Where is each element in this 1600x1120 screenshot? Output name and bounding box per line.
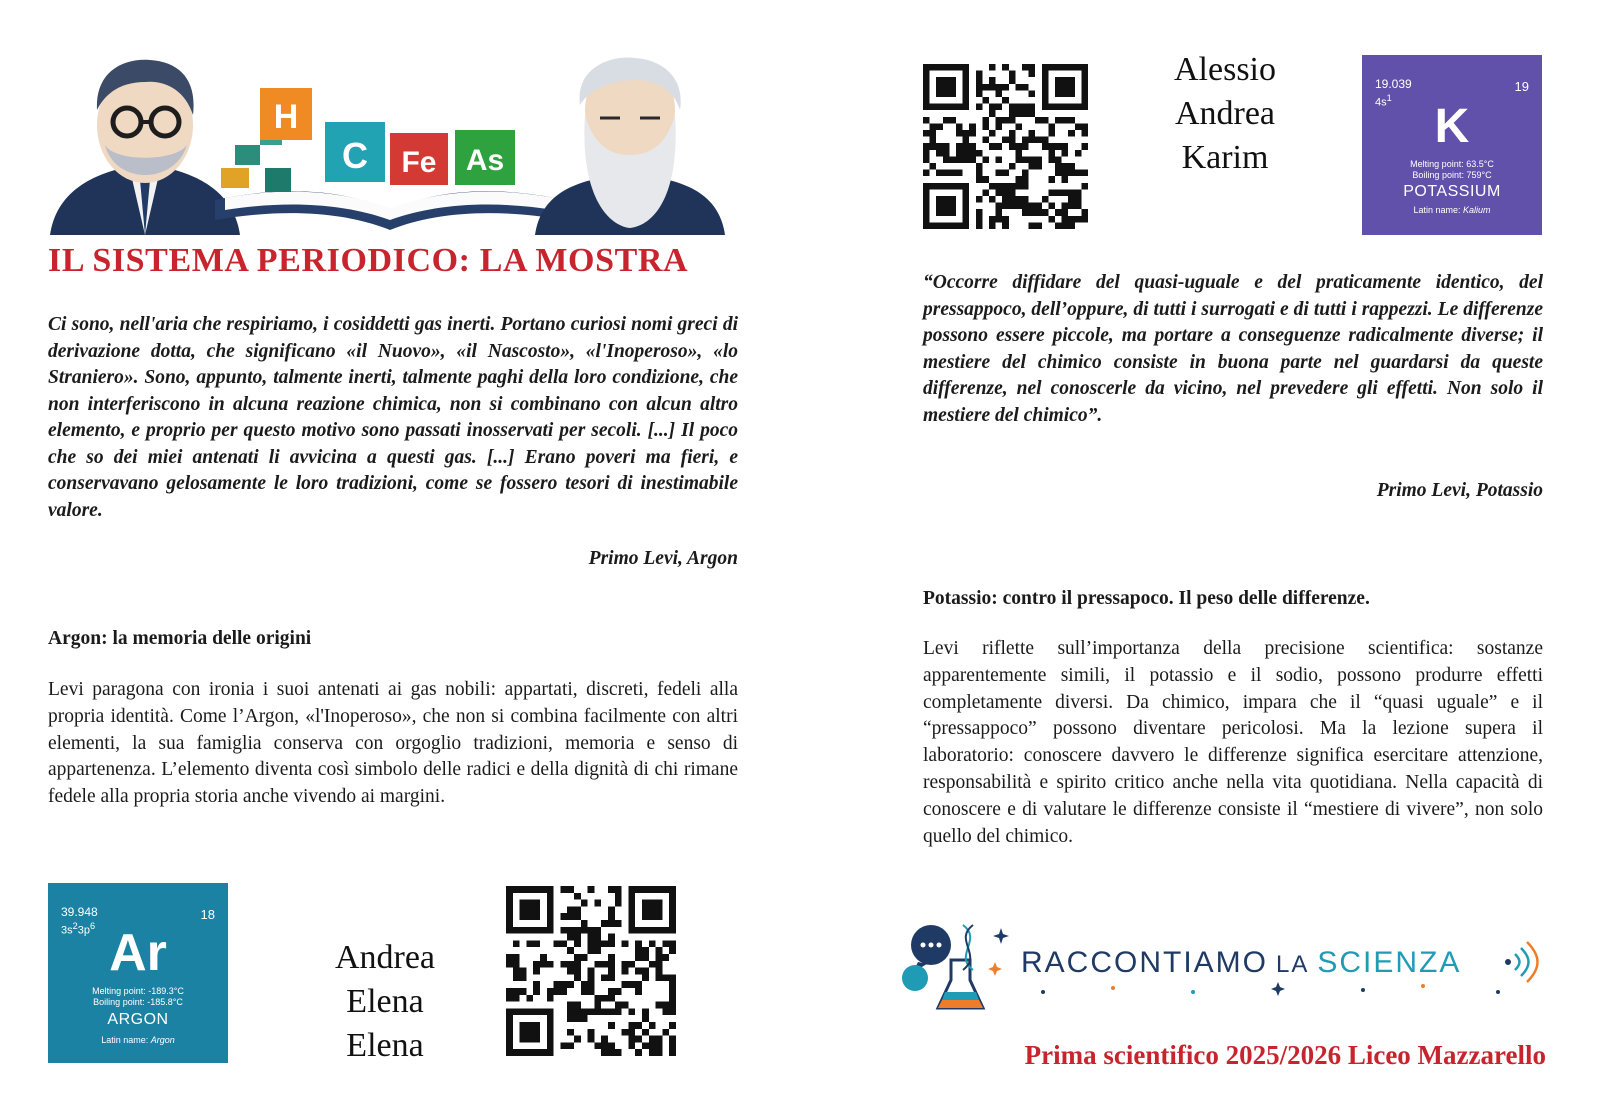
argon-atomic-mass: 39.948 [61, 905, 98, 919]
potassio-section-title: Potassio: contro il pressapoco. Il peso delle differenze. [923, 588, 1370, 609]
logo-tile-h [260, 88, 312, 140]
logo-tile-as-label: As [465, 144, 505, 177]
potassio-student-names [1140, 48, 1310, 180]
argon-section-title: Argon: la memoria delle origini [48, 628, 312, 649]
argon-quote: Ci sono, nell'aria che respiriamo, i cosiddetti gas inerti. Portano curiosi nomi greci di derivazione dotta, che significano «il Nuovo», «il Nascosto», «l'Inoperoso», «lo Straniero». Sono, appunto, talmente inerti, talmente paghi della loro condizione, che non interferiscono in alcuna reazione chimica, non si combinano con alcun altro elemento, e proprio per questo motivo sono passati inosservati per secoli. [...] Il poco che so dei miei antenati li avvicina a questi gas. [...] Erano poveri ma fieri, e conservavano gelosamente le loro tradizioni, come se fossero tesori di inestimabile valore. [48, 314, 738, 521]
logo-tile-fe [390, 133, 448, 185]
argon-melting-point: Melting point: -189.3°C [92, 986, 184, 996]
argon-element-tile [48, 883, 228, 1063]
argon-section-body: Levi paragona con ironia i suoi antenati ai gas nobili: appartati, discreti, fedeli alla propria identità. Come l’Argon, «l'Inoperoso», che non si combina facilmente con altri elementi, la sua famiglia conserva con orgoglio tradizioni, memoria e senso di appartenenza. L’elemento diventa così simbolo delle radici e della dignità di chi rimane fedele alla propria storia anche vivendo ai margini. [48, 679, 738, 808]
logo-tile-c-label: C [342, 135, 368, 176]
potassium-boiling-point: Boiling point: 759°C [1412, 170, 1492, 180]
student-name: Elena [346, 1027, 424, 1064]
brand-word-raccontiamo: RACCONTIAMO [1021, 946, 1268, 979]
potassium-atomic-mass: 19.039 [1375, 77, 1412, 91]
student-name: Alessio [1174, 51, 1276, 88]
potassio-qr-code[interactable] [923, 64, 1088, 229]
page-title: IL SISTEMA PERIODICO: LA MOSTRA [48, 242, 689, 279]
argon-latin-name: Latin name: Argon [101, 1035, 175, 1045]
portrait-right-illustration [535, 58, 725, 235]
argon-qr-code[interactable] [506, 886, 676, 1056]
potassium-electron-config: $4s^1$ [1375, 93, 1392, 109]
chat-bubble-icon [902, 925, 951, 991]
student-name: Andrea [1174, 95, 1276, 132]
argon-student-names [285, 936, 485, 1068]
argon-symbol: Ar [109, 924, 167, 982]
brand-word-scienza: SCIENZA [1317, 946, 1462, 979]
logo-tile-as [455, 130, 515, 185]
student-name: Elena [346, 983, 424, 1020]
argon-atomic-number: 18 [200, 907, 215, 922]
logo-tile-c [325, 122, 385, 182]
potassio-quote: “Occorre diffidare del quasi-uguale e del praticamente identico, del pressappoco, dell’oppure, di tutti i surrogati e di tutti i rappezzi. Le differenze possono essere piccole, ma portare a conseguenze radicalmente diverse; il mestiere del chimico consiste in buona parte nel guardarsi da queste differenze, nel conoscerle da vicino, nel prevedere gli effetti. Non solo il mestiere del chimico”. [923, 272, 1543, 426]
student-name: Karim [1181, 139, 1269, 176]
svg-text:RACCONTIAMOLASCIENZA [1021, 946, 1461, 979]
potassium-symbol: K [1434, 100, 1470, 153]
potassio-section-body: Levi riflette sull’importanza della precisione scientifica: sostanze apparentemente simili, il potassio e il sodio, possono produrre effetti completamente diversi. Da chimico, impara che il “quasi uguale” e il “pressappoco” possono diventare pericolosi. Ma la lezione supera il laboratorio: conoscere davvero le differenze significa esercitare attenzione, responsabilità e spirito critico anche nella vita quotidiana. Nella capacità di conoscere e di valutare le differenze consiste il “mestiere di vivere”, non solo quello del chimico. [923, 638, 1543, 847]
potassium-element-name: POTASSIUM [1403, 183, 1501, 200]
class-school-footer: Prima scientifico 2025/2026 Liceo Mazzarello [1024, 1040, 1546, 1070]
logo-tile-h-label: H [273, 98, 299, 136]
student-name: Andrea [334, 939, 436, 976]
flask-icon [938, 960, 983, 1008]
argon-boiling-point: Boiling point: -185.8°C [93, 997, 183, 1007]
sound-waves-icon [1505, 942, 1538, 982]
exhibition-logo [45, 50, 735, 240]
potassium-melting-point: Melting point: 63.5°C [1410, 159, 1494, 169]
raccontiamo-la-scienza-logo [893, 920, 1553, 1020]
argon-quote-attribution: Primo Levi, Argon [588, 548, 738, 569]
argon-electron-config: $3s^23p^6$ [61, 921, 96, 937]
potassium-atomic-number: 19 [1514, 79, 1529, 94]
brand-word-la: LA [1276, 951, 1310, 978]
logo-tile-fe-label: Fe [401, 146, 437, 179]
open-book-illustration [215, 191, 565, 230]
potassium-element-tile [1362, 55, 1542, 235]
portrait-left-illustration [50, 60, 240, 235]
potassium-latin-name: Latin name: Kalium [1413, 205, 1491, 215]
argon-element-name: ARGON [107, 1011, 169, 1028]
potassio-quote-attribution: Primo Levi, Potassio [1376, 480, 1543, 501]
